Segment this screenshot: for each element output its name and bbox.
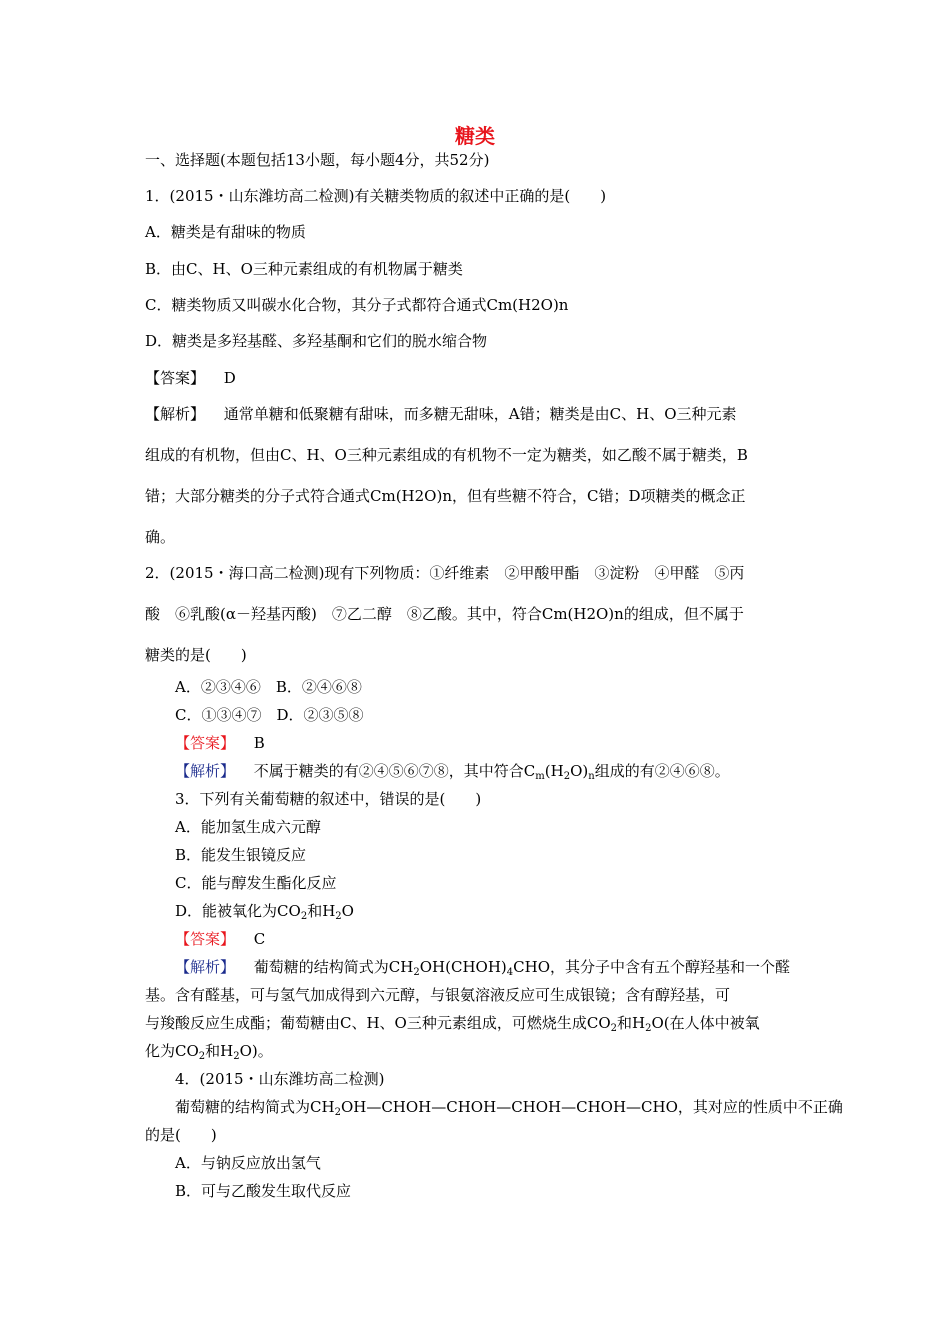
q1-option-a: A．糖类是有甜味的物质 xyxy=(145,223,306,241)
analysis-label: 【解析】 xyxy=(175,762,236,780)
answer-label: 【答案】 xyxy=(175,930,236,948)
q2-stem-line-1: 2．(2015・海口高二检测)现有下列物质：①纤维素 ②甲酸甲酯 ③淀粉 ④甲醛 ⑤丙 xyxy=(145,564,745,582)
page-title: 糖类 xyxy=(455,124,495,148)
subscript: m xyxy=(535,771,545,782)
q2-answer-line xyxy=(175,733,265,753)
q3-option-d-text: 和H xyxy=(307,902,336,920)
q4-stem-line-2: 的是( ) xyxy=(145,1126,217,1144)
q2-stem-line-2: 酸 ⑥乳酸(α－羟基丙酸) ⑦乙二醇 ⑧乙酸。其中，符合Cm(H2O)n的组成，但不属于 xyxy=(145,605,744,623)
subscript: 4 xyxy=(506,967,514,978)
subscript: 2 xyxy=(610,1023,618,1034)
q2-answer: B xyxy=(253,734,265,752)
q3-stem: 3．下列有关葡萄糖的叙述中，错误的是( ) xyxy=(175,790,482,808)
q1-answer: D xyxy=(223,369,236,387)
q3-analysis-text: 葡萄糖的结构简式为CH xyxy=(253,958,414,976)
q3-option-d-text: O xyxy=(341,902,354,920)
q1-analysis-line-3: 错；大部分糖类的分子式符合通式Cm(H2O)n，但有些糖不符合，C错；D项糖类的概念正 xyxy=(145,487,746,505)
q1-stem: 1．(2015・山东潍坊高二检测)有关糖类物质的叙述中正确的是( ) xyxy=(145,187,607,205)
subscript: 2 xyxy=(563,771,571,782)
subscript: 2 xyxy=(645,1023,652,1034)
q1-option-b: B．由C、H、O三种元素组成的有机物属于糖类 xyxy=(145,260,463,278)
q3-analysis-line-4 xyxy=(145,1041,273,1067)
q4-stem-text: 葡萄糖的结构简式为CH xyxy=(175,1098,335,1116)
subscript: 2 xyxy=(335,911,342,922)
q3-analysis-line-3 xyxy=(145,1013,760,1039)
q2-options-row-1: A．②③④⑥ B．②④⑥⑧ xyxy=(175,678,362,696)
q3-analysis-text: CHO，其分子中含有五个醇羟基和一个醛 xyxy=(513,958,790,976)
q2-analysis-text: 组成的有②④⑥⑧。 xyxy=(594,762,730,780)
q2-analysis-line xyxy=(175,761,730,787)
q1-analysis-text-1: 通常单糖和低聚糖有甜味，而多糖无甜味，A错；糖类是由C、H、O三种元素 xyxy=(223,405,737,423)
q1-answer-line xyxy=(145,368,236,388)
answer-label: 【答案】 xyxy=(175,734,236,752)
q3-option-d xyxy=(175,901,354,927)
subscript: 2 xyxy=(198,1051,206,1062)
q2-options-row-2: C．①③④⑦ D．②③⑤⑧ xyxy=(175,706,364,724)
q1-analysis-line-1 xyxy=(145,404,737,424)
q2-analysis-text: 不属于糖类的有②④⑤⑥⑦⑧，其中符合C xyxy=(253,762,536,780)
q4-option-b: B．可与乙酸发生取代反应 xyxy=(175,1182,352,1200)
subscript: 2 xyxy=(334,1107,341,1118)
q3-analysis-text: 和H xyxy=(617,1014,646,1032)
q3-option-c: C．能与醇发生酯化反应 xyxy=(175,874,337,892)
q3-answer-line xyxy=(175,929,265,949)
q3-analysis-text: O)。 xyxy=(239,1042,273,1060)
q3-analysis-text: O(在人体中被氧 xyxy=(651,1014,760,1032)
q3-analysis-text: OH(CHOH) xyxy=(419,958,507,976)
answer-label: 【答案】 xyxy=(145,369,206,387)
q3-analysis-line-1 xyxy=(175,957,790,983)
q3-analysis-line-2: 基。含有醛基，可与氢气加成得到六元醇，与银氨溶液反应可生成银镜；含有醇羟基，可 xyxy=(145,986,731,1004)
q1-option-d: D．糖类是多羟基醛、多羟基酮和它们的脱水缩合物 xyxy=(145,332,488,350)
q3-option-a: A．能加氢生成六元醇 xyxy=(175,818,321,836)
q4-option-a: A．与钠反应放出氢气 xyxy=(175,1154,321,1172)
q1-analysis-line-4: 确。 xyxy=(145,528,176,546)
subscript: 2 xyxy=(300,911,308,922)
analysis-label: 【解析】 xyxy=(175,958,236,976)
q2-stem-line-3: 糖类的是( ) xyxy=(145,646,247,664)
q2-analysis-text: (H xyxy=(544,762,564,780)
section-header: 一、选择题(本题包括13小题，每小题4分，共52分) xyxy=(145,151,490,169)
q3-analysis-text: 与羧酸反应生成酯；葡萄糖由C、H、O三种元素组成，可燃烧生成CO xyxy=(145,1014,611,1032)
q3-answer: C xyxy=(253,930,266,948)
subscript: 2 xyxy=(413,967,420,978)
q1-analysis-line-2: 组成的有机物，但由C、H、O三种元素组成的有机物不一定为糖类，如乙酸不属于糖类，B xyxy=(145,446,748,464)
q3-analysis-text: 和H xyxy=(205,1042,234,1060)
q3-option-b: B．能发生银镜反应 xyxy=(175,846,307,864)
q1-option-c: C．糖类物质又叫碳水化合物，其分子式都符合通式Cm(H2O)n xyxy=(145,296,569,314)
q3-analysis-text: 化为CO xyxy=(145,1042,199,1060)
q2-analysis-text: O) xyxy=(570,762,589,780)
subscript: n xyxy=(588,771,595,782)
q4-stem-text: OH—CHOH—CHOH—CHOH—CHOH—CHO，其对应的性质中不正确 xyxy=(340,1098,843,1116)
q4-stem-line-1 xyxy=(175,1097,843,1123)
subscript: 2 xyxy=(233,1051,240,1062)
analysis-label: 【解析】 xyxy=(145,405,206,423)
q3-option-d-text: D．能被氧化为CO xyxy=(175,902,301,920)
q4-header: 4．(2015・山东潍坊高二检测) xyxy=(175,1070,385,1088)
